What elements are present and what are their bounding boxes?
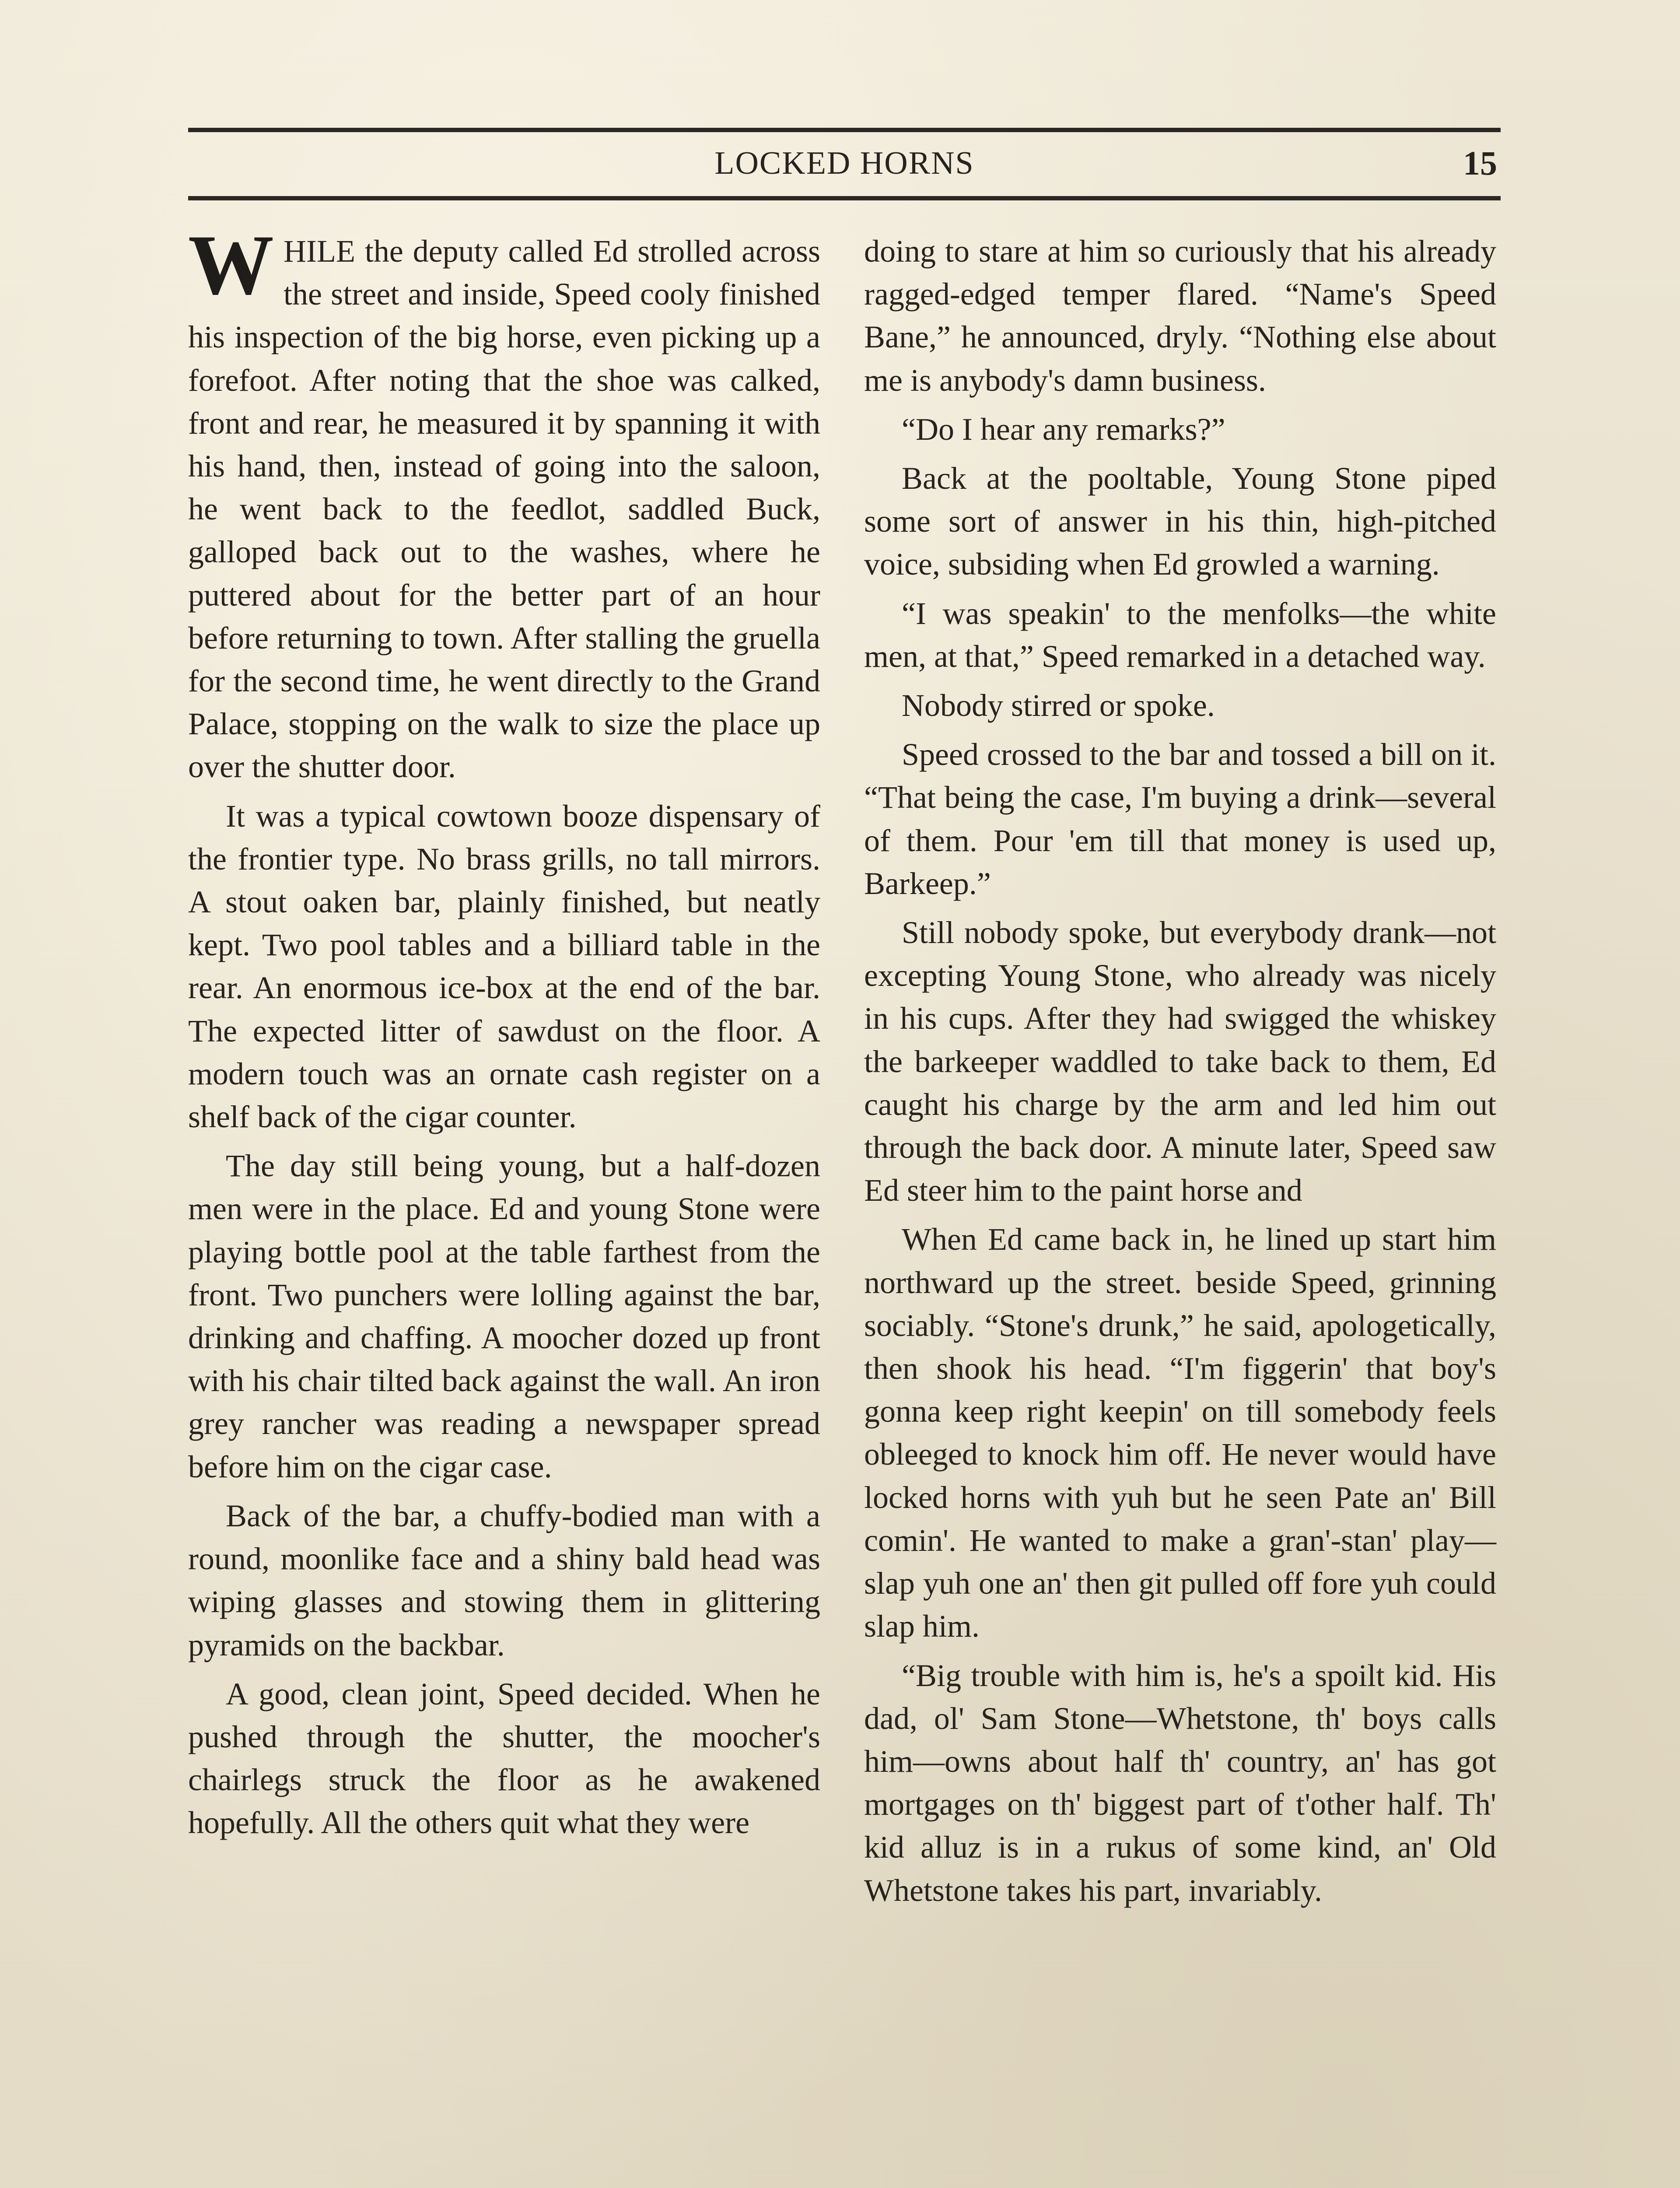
left-text-column <box>188 217 820 1844</box>
running-title: LOCKED HORNS <box>714 145 974 181</box>
page-number: 15 <box>1463 144 1497 182</box>
paragraph: Still nobody spoke, but everybody drank—not excepting Young Stone, who already was nicely in his cups. After they had swigged the whiskey the barkeeper waddled to take back to them, Ed caught his charge by the arm and led him out through the back door. A minute later, Speed saw Ed steer him to the paint horse and <box>864 915 1496 1208</box>
paragraph: When Ed came back in, he lined up start him northward up the street. beside Speed, grinning sociably. “Stone's drunk,” he said, apologetically, then shook his head. “I'm figgerin' that boy's gonna keep right keepin' on till somebody feels obleeged to knock him off. He never would have locked horns with yuh but he seen Pate an' Bill comin'. He wanted to make a gran'-stan' play—slap yuh one an' then git pulled off fore yuh could slap him. <box>864 1222 1496 1644</box>
paragraph: Speed crossed to the bar and tossed a bill on it. “That being the case, I'm buying a drink—several of them. Pour 'em till that money is used up, Barkeep.” <box>864 737 1496 901</box>
paragraph: Nobody stirred or spoke. <box>902 688 1215 723</box>
drop-cap: W <box>188 217 274 312</box>
paragraph: “Do I hear any remarks?” <box>902 411 1225 447</box>
opening-paragraph <box>188 217 820 789</box>
paragraph: “I was speakin' to the menfolks—the white men, at that,” Speed remarked in a detached way. <box>864 596 1496 674</box>
opening-paragraph-text: HILE the deputy called Ed strolled across the street and inside, Speed cooly finished his inspection of the big horse, even picking up a forefoot. After noting that the shoe was calked, front and rear, he measured it by spanning it with his hand, then, instead of going into the saloon, he went back to the feedlot, saddled Buck, galloped back out to the washes, where he puttered about for the better part of an hour before returning to town. After stalling the gruella for the second time, he went directly to the Grand Palace, stopping on the walk to size the place up over the shutter door. <box>188 234 820 785</box>
paragraph: A good, clean joint, Speed decided. When he pushed through the shutter, the moocher's chairlegs struck the floor as he awakened hopefully. All the others quit what they were <box>188 1676 820 1841</box>
paragraph: The day still being young, but a half-dozen men were in the place. Ed and young Stone were playing bottle pool at the table farthest from the front. Two punchers were lolling against the bar, drinking and chaffing. A moocher dozed up front with his chair tilted back against the wall. An iron grey rancher was reading a newspaper spread before him on the cigar case. <box>188 1148 820 1484</box>
running-header <box>188 139 1501 187</box>
right-text-column <box>864 230 1496 1912</box>
paragraph: Back of the bar, a chuffy-bodied man with a round, moonlike face and a shiny bald head was wiping glasses and stowing them in glittering pyramids on the backbar. <box>188 1498 820 1662</box>
paragraph: Back at the pooltable, Young Stone piped some sort of answer in his thin, high-pitched voice, subsiding when Ed growled a warning. <box>864 461 1496 582</box>
paragraph: “Big trouble with him is, he's a spoilt kid. His dad, ol' Sam Stone—Whetstone, th' boys calls him—owns about half th' country, an' has got mortgages on th' biggest part of t'other half. Th' kid alluz is in a rukus of some kind, an' Old Whetstone takes his part, invariably. <box>864 1658 1496 1908</box>
continued-paragraph: doing to stare at him so curiously that his already ragged-edged temper flared. “Name's Speed Bane,” he announced, dryly. “Nothing else about me is anybody's damn business. <box>864 234 1496 398</box>
paragraph: It was a typical cowtown booze dispensary of the frontier type. No brass grills, no tall mirrors. A stout oaken bar, plainly finished, but neatly kept. Two pool tables and a billiard table in the rear. An enormous ice-box at the end of the bar. The expected litter of sawdust on the floor. A modern touch was an ornate cash register on a shelf back of the cigar counter. <box>188 798 820 1135</box>
header-bottom-rule <box>188 196 1501 200</box>
header-top-rule <box>188 128 1501 132</box>
